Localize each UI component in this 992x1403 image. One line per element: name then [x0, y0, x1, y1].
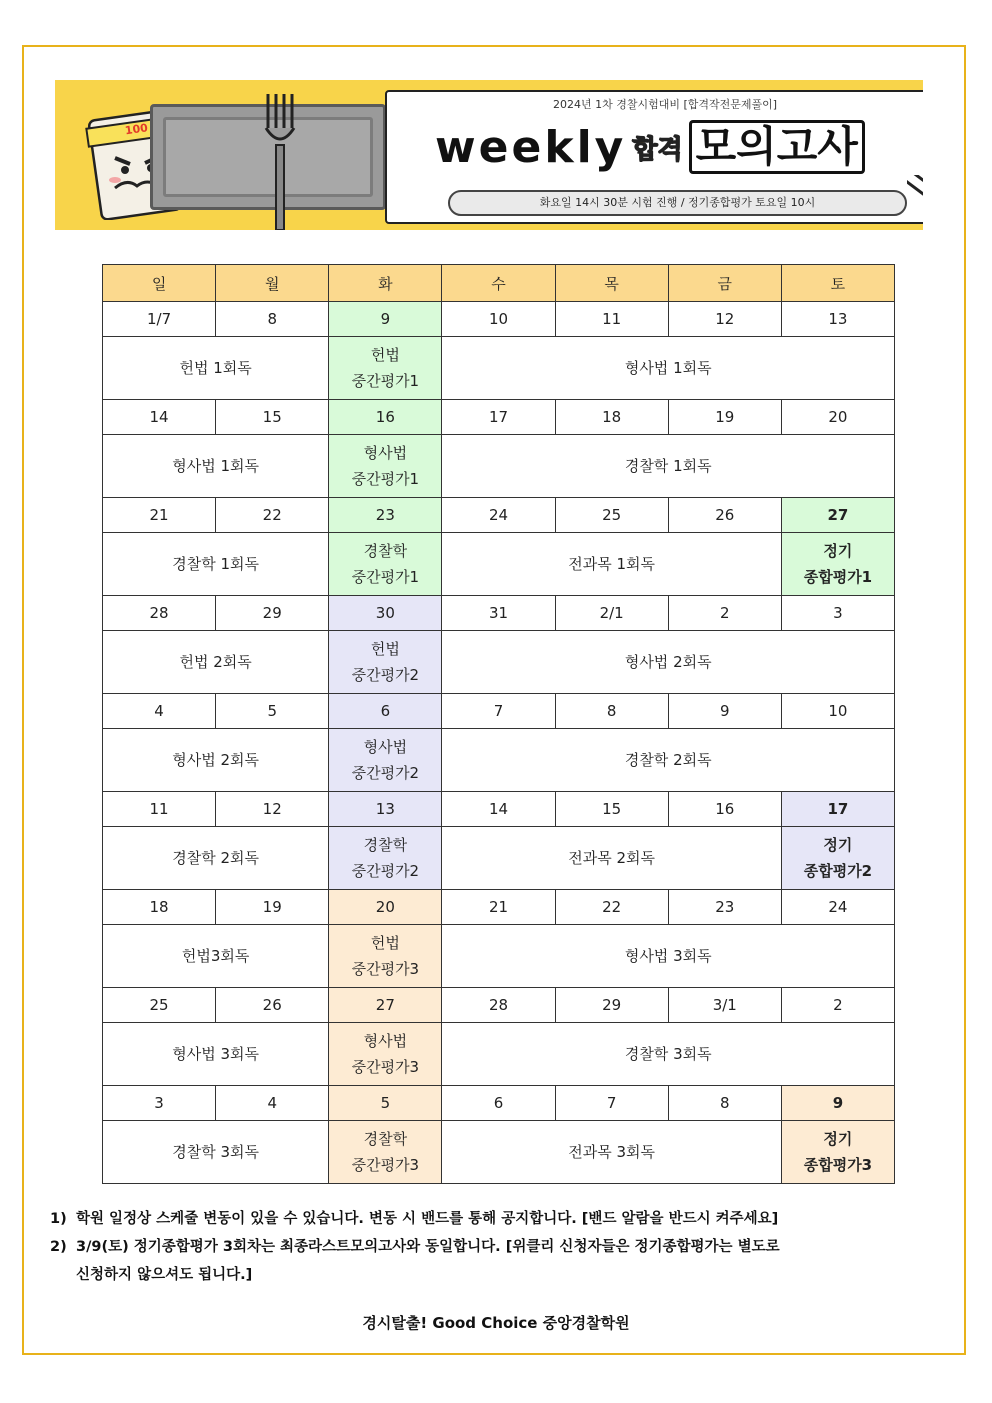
study-period-cell: 헌법 2회독 — [103, 631, 329, 694]
event-row — [103, 337, 895, 400]
weekday-header: 화 — [329, 265, 442, 302]
date-cell: 4 — [216, 1086, 329, 1121]
comprehensive-exam-line: 종합평가2 — [803, 862, 873, 880]
date-cell: 2 — [668, 596, 781, 631]
date-cell: 7 — [442, 694, 555, 729]
event-row — [103, 631, 895, 694]
date-cell: 11 — [103, 792, 216, 827]
date-cell: 26 — [668, 498, 781, 533]
midterm-exam-line: 중간평가2 — [351, 764, 420, 782]
date-cell: 5 — [329, 1086, 442, 1121]
event-row — [103, 1023, 895, 1086]
study-period-cell: 경찰학 2회독 — [442, 729, 895, 792]
date-cell: 24 — [781, 890, 894, 925]
date-cell: 30 — [329, 596, 442, 631]
midterm-exam-line: 중간평가3 — [351, 1156, 420, 1174]
midterm-exam-line: 중간평가2 — [351, 862, 420, 880]
event-row — [103, 1121, 895, 1184]
date-cell: 17 — [781, 792, 894, 827]
comprehensive-exam-line: 정기 — [823, 1130, 853, 1148]
note-1-number: 1) — [50, 1211, 67, 1227]
date-cell: 25 — [103, 988, 216, 1023]
date-cell: 19 — [668, 400, 781, 435]
weekday-header: 목 — [555, 265, 668, 302]
date-cell: 21 — [442, 890, 555, 925]
study-period-cell: 헌법3회독 — [103, 925, 329, 988]
date-cell: 13 — [329, 792, 442, 827]
date-cell: 23 — [668, 890, 781, 925]
date-cell: 26 — [216, 988, 329, 1023]
event-row — [103, 925, 895, 988]
study-period-cell: 경찰학 2회독 — [103, 827, 329, 890]
date-cell: 2/1 — [555, 596, 668, 631]
date-cell: 8 — [668, 1086, 781, 1121]
schedule-pill: 화요일 14시 30분 시험 진행 / 정기종합평가 토요일 10시 — [448, 190, 907, 216]
date-cell: 10 — [781, 694, 894, 729]
midterm-exam-cell — [329, 925, 442, 988]
study-period-cell: 형사법 2회독 — [442, 631, 895, 694]
date-cell: 10 — [442, 302, 555, 337]
study-period-cell: 전과목 1회독 — [442, 533, 781, 596]
date-cell: 9 — [781, 1086, 894, 1121]
date-cell: 21 — [103, 498, 216, 533]
study-period-cell: 전과목 2회독 — [442, 827, 781, 890]
study-period-cell: 전과목 3회독 — [442, 1121, 781, 1184]
date-cell: 15 — [555, 792, 668, 827]
weekday-header: 일 — [103, 265, 216, 302]
date-cell: 20 — [781, 400, 894, 435]
banner-title — [435, 120, 865, 180]
date-cell: 20 — [329, 890, 442, 925]
date-cell: 2 — [781, 988, 894, 1023]
schedule-calendar — [102, 264, 895, 1184]
weekday-header: 토 — [781, 265, 894, 302]
date-cell: 15 — [216, 400, 329, 435]
date-row — [103, 400, 895, 435]
pen-icon — [907, 175, 923, 230]
date-row — [103, 792, 895, 827]
midterm-exam-cell — [329, 631, 442, 694]
study-period-cell: 경찰학 3회독 — [103, 1121, 329, 1184]
midterm-exam-cell — [329, 827, 442, 890]
date-cell: 29 — [216, 596, 329, 631]
study-period-cell: 형사법 2회독 — [103, 729, 329, 792]
weekday-header: 월 — [216, 265, 329, 302]
event-row — [103, 729, 895, 792]
midterm-exam-cell — [329, 729, 442, 792]
date-cell: 9 — [329, 302, 442, 337]
date-cell: 6 — [329, 694, 442, 729]
date-cell: 23 — [329, 498, 442, 533]
comprehensive-exam-cell — [781, 827, 894, 890]
event-row — [103, 435, 895, 498]
midterm-exam-line: 중간평가3 — [351, 960, 420, 978]
date-cell: 19 — [216, 890, 329, 925]
study-period-cell: 경찰학 1회독 — [442, 435, 895, 498]
study-period-cell: 경찰학 3회독 — [442, 1023, 895, 1086]
date-cell: 28 — [442, 988, 555, 1023]
study-period-cell: 형사법 1회독 — [103, 435, 329, 498]
date-row — [103, 302, 895, 337]
date-cell: 9 — [668, 694, 781, 729]
note-1 — [50, 1205, 940, 1233]
title-pass-stamp: 합격 — [632, 134, 683, 165]
date-row — [103, 890, 895, 925]
weekday-header-row — [103, 265, 895, 302]
midterm-exam-line: 중간평가2 — [351, 666, 420, 684]
date-cell: 31 — [442, 596, 555, 631]
date-cell: 1/7 — [103, 302, 216, 337]
date-row — [103, 596, 895, 631]
date-cell: 14 — [103, 400, 216, 435]
fork-icon — [260, 90, 300, 230]
date-cell: 28 — [103, 596, 216, 631]
date-cell: 4 — [103, 694, 216, 729]
midterm-exam-line: 헌법 — [370, 346, 400, 364]
date-cell: 7 — [555, 1086, 668, 1121]
midterm-exam-line: 중간평가1 — [351, 568, 420, 586]
note-1-text: 학원 일정상 스케줄 변동이 있을 수 있습니다. 변동 시 밴드를 통해 공지합니다. [밴드 알람을 반드시 켜주세요] — [76, 1211, 779, 1227]
title-mock-exam: 모의고사 — [689, 120, 865, 174]
note-2 — [50, 1233, 940, 1261]
date-cell: 14 — [442, 792, 555, 827]
note-2-continued: 신청하지 않으셔도 됩니다.] — [76, 1267, 253, 1283]
date-cell: 27 — [329, 988, 442, 1023]
date-row — [103, 988, 895, 1023]
midterm-exam-line: 헌법 — [370, 640, 400, 658]
date-row — [103, 1086, 895, 1121]
study-period-cell: 형사법 3회독 — [442, 925, 895, 988]
comprehensive-exam-line: 종합평가3 — [803, 1156, 873, 1174]
date-cell: 22 — [216, 498, 329, 533]
midterm-exam-line: 형사법 — [363, 1032, 408, 1050]
date-cell: 18 — [103, 890, 216, 925]
banner-subtitle: 2024년 1차 경찰시험대비 [합격작전문제풀이] — [552, 98, 778, 111]
date-row — [103, 694, 895, 729]
event-row — [103, 827, 895, 890]
date-cell: 5 — [216, 694, 329, 729]
midterm-exam-cell — [329, 1121, 442, 1184]
headband-text: 100 — [124, 121, 149, 138]
date-cell: 6 — [442, 1086, 555, 1121]
date-cell: 29 — [555, 988, 668, 1023]
midterm-exam-line: 경찰학 — [363, 836, 408, 854]
midterm-exam-line: 중간평가1 — [351, 372, 420, 390]
midterm-exam-cell — [329, 337, 442, 400]
weekday-header: 수 — [442, 265, 555, 302]
study-period-cell: 경찰학 1회독 — [103, 533, 329, 596]
title-weekly: weekly — [435, 121, 627, 173]
date-cell: 8 — [216, 302, 329, 337]
midterm-exam-cell — [329, 533, 442, 596]
academy-footer: 경시탈출! Good Choice 중앙경찰학원 — [362, 1314, 630, 1332]
midterm-exam-line: 형사법 — [363, 738, 408, 756]
date-cell: 16 — [668, 792, 781, 827]
date-cell: 11 — [555, 302, 668, 337]
comprehensive-exam-line: 정기 — [823, 542, 853, 560]
event-row — [103, 533, 895, 596]
midterm-exam-line: 중간평가1 — [351, 470, 420, 488]
date-cell: 12 — [668, 302, 781, 337]
study-period-cell: 형사법 1회독 — [442, 337, 895, 400]
date-cell: 24 — [442, 498, 555, 533]
midterm-exam-line: 헌법 — [370, 934, 400, 952]
midterm-exam-line: 경찰학 — [363, 542, 408, 560]
date-cell: 25 — [555, 498, 668, 533]
weekday-header: 금 — [668, 265, 781, 302]
banner — [55, 80, 923, 230]
study-period-cell: 형사법 3회독 — [103, 1023, 329, 1086]
midterm-exam-line: 형사법 — [363, 444, 408, 462]
notes — [50, 1205, 940, 1289]
date-cell: 27 — [781, 498, 894, 533]
date-cell: 17 — [442, 400, 555, 435]
comprehensive-exam-line: 종합평가1 — [803, 568, 873, 586]
date-cell: 13 — [781, 302, 894, 337]
date-cell: 3/1 — [668, 988, 781, 1023]
date-cell: 12 — [216, 792, 329, 827]
date-cell: 16 — [329, 400, 442, 435]
comprehensive-exam-cell — [781, 533, 894, 596]
midterm-exam-line: 중간평가3 — [351, 1058, 420, 1076]
study-period-cell: 헌법 1회독 — [103, 337, 329, 400]
date-cell: 3 — [781, 596, 894, 631]
comprehensive-exam-cell — [781, 1121, 894, 1184]
midterm-exam-line: 경찰학 — [363, 1130, 408, 1148]
date-cell: 22 — [555, 890, 668, 925]
date-row — [103, 498, 895, 533]
note-2-number: 2) — [50, 1239, 67, 1255]
date-cell: 18 — [555, 400, 668, 435]
midterm-exam-cell — [329, 1023, 442, 1086]
midterm-exam-cell — [329, 435, 442, 498]
comprehensive-exam-line: 정기 — [823, 836, 853, 854]
date-cell: 3 — [103, 1086, 216, 1121]
note-2-text: 3/9(토) 정기종합평가 3회차는 최종라스트모의고사와 동일합니다. [위클리 신청자들은 정기종합평가는 별도로 — [76, 1239, 780, 1255]
date-cell: 8 — [555, 694, 668, 729]
